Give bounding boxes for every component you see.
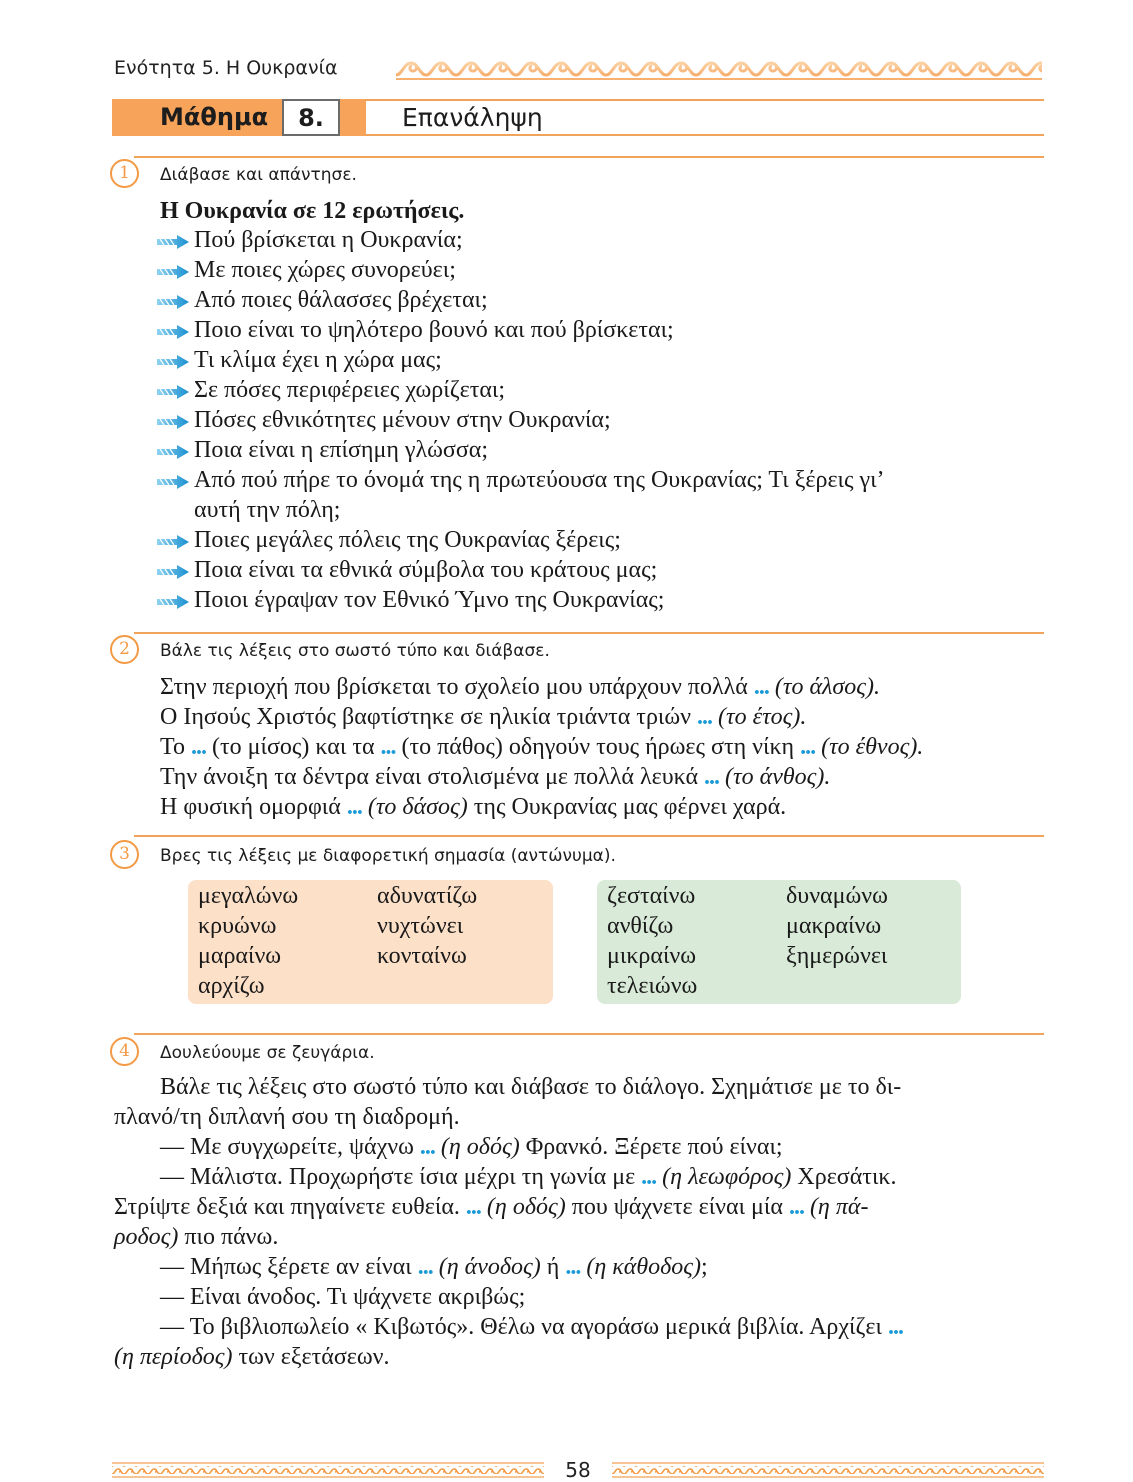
instruction-line: Βάλε τις λέξεις στο σωστό τύπο και διάβασε το διάλογο. Σχημάτισε με το δι- [160,1074,902,1100]
arrow-bullet-icon [157,415,189,429]
lesson-word: Μάθημα [160,103,269,131]
section-title: Βρες τις λέξεις με διαφορετική σημασία (αντώνυμα). [160,846,616,866]
antonym-word: κρυώνω [198,913,277,939]
footer-wave-ornament [612,1460,1044,1480]
antonym-word: μικραίνω [607,943,697,969]
question-item: Σε πόσες περιφέρειες χωρίζεται; [194,377,506,403]
arrow-bullet-icon [157,595,189,609]
arrow-bullet-icon [157,235,189,249]
section-title: Διάβασε και απάντησε. [160,165,357,185]
lesson-title: Επανάληψη [402,103,543,132]
arrow-bullet-icon [157,565,189,579]
exercise-line: Η φυσική ομορφιά ... (το δάσος) της Ουκρανίας μας φέρνει χαρά. [160,794,787,820]
antonym-word: μακραίνω [786,913,882,939]
question-item: Με ποιες χώρες συνορεύει; [194,257,456,283]
section-divider [134,835,1044,837]
lesson-number: 8. [298,104,324,132]
lesson-header-bar [112,99,1044,136]
question-item: Ποια είναι η επίσημη γλώσσα; [194,437,489,463]
antonym-word: αδυνατίζω [377,883,478,909]
instruction-line: πλανό/τη διπλανή σου τη διαδρομή. [114,1104,460,1130]
page-number: 58 [565,1458,591,1482]
antonym-word: κονταίνω [377,943,467,969]
antonym-word: δυναμώνω [786,883,888,909]
question-item: Πού βρίσκεται η Ουκρανία; [194,227,463,253]
arrow-bullet-icon [157,295,189,309]
greek-wave-ornament [396,55,1042,81]
dialogue-line: — Μάλιστα. Προχωρήστε ίσια μέχρι τη γωνία με ... (η λεωφόρος) Χρεσάτικ. [160,1164,897,1190]
question-item: Πόσες εθνικότητες μένουν στην Ουκρανία; [194,407,611,433]
arrow-bullet-icon [157,355,189,369]
antonym-word: ζεσταίνω [607,883,696,909]
section-divider [134,632,1044,634]
unit-label: Ενότητα 5. Η Ουκρανία [114,57,338,79]
exercise-line: Στην περιοχή που βρίσκεται το σχολείο μου υπάρχουν πολλά ... (το άλσος). [160,674,880,700]
section-number-badge: 2 [110,635,139,664]
question-item: Ποιο είναι το ψηλότερο βουνό και πού βρίσκεται; [194,317,674,343]
arrow-bullet-icon [157,535,189,549]
question-item: Τι κλίμα έχει η χώρα μας; [194,347,442,373]
arrow-bullet-icon [157,475,189,489]
antonym-word: μεγαλώνω [198,883,299,909]
section-title: Δουλεύουμε σε ζευγάρια. [160,1043,375,1063]
lesson-number-box [282,99,340,136]
section-number-badge: 3 [110,840,139,869]
section-number-badge: 4 [110,1037,139,1066]
section-heading: Η Ουκρανία σε 12 ερωτήσεις. [160,198,465,224]
arrow-bullet-icon [157,265,189,279]
dialogue-line: — Είναι άνοδος. Τι ψάχνετε ακριβώς; [160,1284,526,1310]
exercise-line: Ο Ιησούς Χριστός βαφτίστηκε σε ηλικία τριάντα τριών ... (το έτος). [160,704,807,730]
antonym-word: τελειώνω [607,973,698,999]
exercise-line: Την άνοιξη τα δέντρα είναι στολισμένα με πολλά λευκά ... (το άνθος). [160,764,831,790]
antonym-word: αρχίζω [198,973,265,999]
section-number-badge: 1 [110,159,139,188]
footer-wave-ornament [112,1460,544,1480]
antonym-word: ανθίζω [607,913,674,939]
section-divider [134,156,1044,158]
dialogue-line: ροδος) πιο πάνω. [114,1224,279,1250]
section-title: Βάλε τις λέξεις στο σωστό τύπο και διάβασε. [160,641,550,661]
question-item: Από πού πήρε το όνομά της η πρωτεύουσα της Ουκρανίας; Τι ξέρεις γι’ [194,467,885,493]
question-item: Ποιοι έγραψαν τον Εθνικό Ύμνο της Ουκρανίας; [194,587,665,613]
question-item: Από ποιες θάλασσες βρέχεται; [194,287,488,313]
question-item: Ποια είναι τα εθνικά σύμβολα του κράτους μας; [194,557,658,583]
question-item: Ποιες μεγάλες πόλεις της Ουκρανίας ξέρεις; [194,527,621,553]
antonym-word: μαραίνω [198,943,282,969]
antonym-word: νυχτώνει [377,913,464,939]
arrow-bullet-icon [157,385,189,399]
section-divider [134,1033,1044,1035]
dialogue-line: — Το βιβλιοπωλείο « Κιβωτός». Θέλω να αγοράσω μερικά βιβλία. Αρχίζει ... [160,1314,903,1340]
dialogue-line: — Μήπως ξέρετε αν είναι ... (η άνοδος) ή ... (η κάθοδος); [160,1254,708,1280]
arrow-bullet-icon [157,445,189,459]
question-item-continuation: αυτή την πόλη; [194,497,341,523]
dialogue-line: — Με συγχωρείτε, ψάχνω ... (η οδός) Φρανκό. Ξέρετε πού είναι; [160,1134,783,1160]
antonym-word: ξημερώνει [786,943,888,969]
arrow-bullet-icon [157,325,189,339]
exercise-line: Το ... (το μίσος) και τα ... (το πάθος) οδηγούν τους ήρωες στη νίκη ... (το έθνος). [160,734,924,760]
lesson-word-box [112,99,282,136]
dialogue-line: (η περίοδος) των εξετάσεων. [114,1344,390,1370]
dialogue-line: Στρίψτε δεξιά και πηγαίνετε ευθεία. ... (η οδός) που ψάχνετε είναι μία ... (η πά- [114,1194,869,1220]
